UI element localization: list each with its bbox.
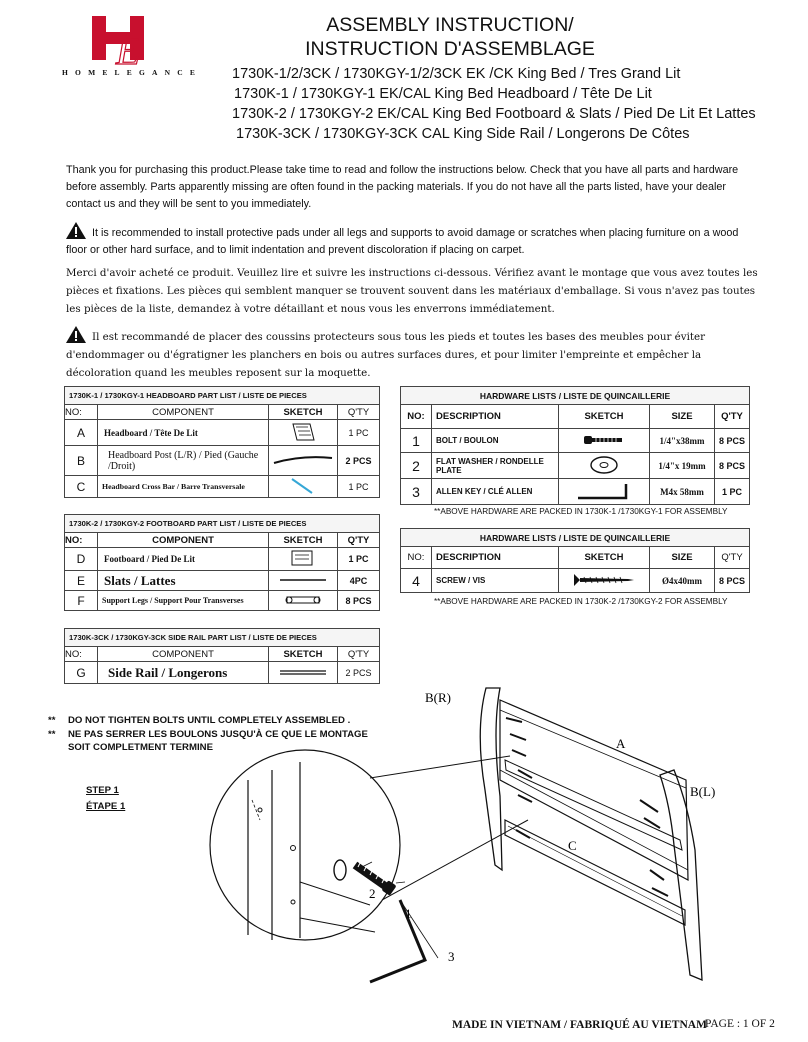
table-row: C Headboard Cross Bar / Barre Transversale 1 PC [65, 476, 380, 498]
step-fr: ÉTAPE 1 [86, 801, 126, 812]
post-left [660, 770, 702, 980]
table-row: 4 SCREW / VIS Ø4x40mm 8 PCS [401, 569, 750, 593]
headboard-post-sketch [272, 453, 334, 467]
step-en: STEP 1 [86, 785, 119, 796]
table-caption: HARDWARE LISTS / LISTE DE QUINCAILLERIE [401, 387, 750, 405]
table-row: A Headboard / Tête De Lit 1 PC [65, 420, 380, 446]
table-row: F Support Legs / Support Pour Transverses 8 PCS [65, 591, 380, 611]
title-line-2: INSTRUCTION D'ASSEMBLAGE [305, 38, 595, 60]
detail-circle [210, 750, 400, 940]
callout-line [370, 756, 510, 778]
hardware-1-note: **ABOVE HARDWARE ARE PACKED IN 1730K-1 /1730KGY-1 FOR ASSEMBLY [434, 507, 728, 516]
label-bolt: 1 [405, 906, 412, 921]
intro-french: Merci d'avoir acheté ce produit. Veuillez lire et suivre les instructions ci-dessous. Vérifiez avant le montage que vous avez toutes les pièces et fixations. Les pièces qui semblent manquer se trouvent souvent dans les matériaux d'emballage. Si vous n'avez pas toutes les pièces de la liste, demandez à votre détaillant et nous vous les enverrons immédiatement. [66, 267, 758, 315]
warning-line-3: SOIT COMPLETMENT TERMINE [68, 742, 213, 753]
warning-icon [66, 222, 86, 239]
table-caption: 1730K-1 / 1730KGY-1 HEADBOARD PART LIST / LISTE DE PIECES [65, 387, 380, 405]
label-post-right: B(R) [425, 690, 451, 705]
table-row: 3 ALLEN KEY / CLÉ ALLEN M4x 58mm 1 PC [401, 479, 750, 505]
footboard-part-list [64, 514, 380, 611]
washer-icon [589, 455, 619, 475]
title-line-1: ASSEMBLY INSTRUCTION/ [326, 14, 574, 36]
label-cross-bar: C [568, 838, 577, 853]
col-qty: Q'TY [338, 647, 380, 662]
col-qty: Q'TY [715, 547, 750, 569]
table-row: D Footboard / Pied De Lit 1 PC [65, 548, 380, 571]
model-line-1: 1730K-1/2/3CK / 1730KGY-1/2/3CK EK /CK King Bed / Tres Grand Lit [232, 66, 681, 82]
screw-icon [572, 573, 636, 587]
warning-english-text: It is recommended to install protective pads under all legs and supports to avoid damage or scratches when placing furniture on a wood floor or other hard surface, and to limit indentation and prevent discoloration if placing on carpet. [66, 227, 739, 256]
table-row: G Side Rail / Longerons 2 PCS [65, 662, 380, 684]
brand-script-letter: E [116, 28, 141, 68]
cross-bar [505, 820, 685, 925]
warning-line-2: NE PAS SERRER LES BOULONS JUSQU'À CE QUE LE MONTAGE [68, 729, 368, 740]
bolt-icon [582, 434, 626, 446]
col-size: SIZE [650, 547, 715, 569]
col-no: NO: [65, 405, 98, 420]
hardware-list-1 [400, 386, 750, 505]
warning-marker-2: ** [48, 729, 56, 740]
table-caption: 1730K-3CK / 1730KGY-3CK SIDE RAIL PART LIST / LISTE DE PIECES [65, 629, 380, 647]
model-line-2: 1730K-1 / 1730KGY-1 EK/CAL King Bed Headboard / Tête De Lit [234, 86, 652, 102]
label-allen-key: 3 [448, 949, 455, 964]
brand-logo [86, 12, 158, 68]
table-caption: 1730K-2 / 1730KGY-2 FOOTBOARD PART LIST / LISTE DE PIECES [65, 515, 380, 533]
col-component: COMPONENT [98, 647, 269, 662]
col-no: NO: [65, 533, 98, 548]
cross-bar-sketch [288, 477, 318, 495]
table-row: B Headboard Post (L/R) / Pied (Gauche /Droit) 2 PCS [65, 446, 380, 476]
model-line-3: 1730K-2 / 1730KGY-2 EK/CAL King Bed Footboard & Slats / Pied De Lit Et Lattes [232, 106, 756, 122]
footboard-sketch [288, 548, 318, 568]
hardware-2-note: **ABOVE HARDWARE ARE PACKED IN 1730K-2 /1730KGY-2 FOR ASSEMBLY [434, 597, 728, 606]
col-no: NO: [65, 647, 98, 662]
warning-icon [66, 326, 86, 343]
col-qty: Q'TY [338, 405, 380, 420]
warning-french-text: Il est recommandé de placer des coussins protecteurs sous tous les pieds et toutes les bases des meubles pour éviter d'endommager ou d'égratigner les planchers en bois ou autres surfaces dures, et pour limiter l'empreinte et empêcher la décoloration quand les meubles reposent sur la moquette. [66, 331, 706, 379]
table-caption: HARDWARE LISTS / LISTE DE QUINCAILLERIE [401, 529, 750, 547]
headboard-sketch [288, 421, 318, 443]
col-no: NO: [401, 547, 432, 569]
col-size: SIZE [650, 405, 715, 429]
col-sketch: SKETCH [269, 405, 338, 420]
col-no: NO: [401, 405, 432, 429]
label-washer: 2 [369, 886, 376, 901]
hardware-list-2 [400, 528, 750, 593]
allen-key-icon [574, 480, 634, 502]
post-right [480, 688, 502, 870]
callout-line [382, 820, 528, 900]
warning-marker-1: ** [48, 715, 56, 726]
col-qty: Q'TY [338, 533, 380, 548]
col-qty: Q'TY [715, 405, 750, 429]
label-headboard: A [616, 736, 626, 751]
col-description: DESCRIPTION [432, 405, 559, 429]
col-sketch: SKETCH [559, 547, 650, 569]
slat-sketch [278, 576, 328, 584]
headboard-panel [500, 700, 688, 880]
warning-french [66, 326, 766, 382]
col-component: COMPONENT [98, 405, 269, 420]
label-post-left: B(L) [690, 784, 716, 799]
col-description: DESCRIPTION [432, 547, 559, 569]
headboard-part-list [64, 386, 380, 498]
model-line-4: 1730K-3CK / 1730KGY-3CK CAL King Side Rail / Longerons De Côtes [236, 126, 690, 142]
brand-wordmark: HOMELEGANCE [62, 68, 203, 77]
col-sketch: SKETCH [269, 647, 338, 662]
warning-line-1: DO NOT TIGHTEN BOLTS UNTIL COMPLETELY ASSEMBLED . [68, 715, 351, 726]
intro-english: Thank you for purchasing this product.Please take time to read and follow the instructions below. Check that you have all parts and hardware before assembly. Parts apparently missing are often found in the packing materials. If you do not have all the parts listed, have your dealer contact us and they will be sent to you immediately. [66, 164, 739, 210]
support-leg-sketch [283, 594, 323, 606]
col-sketch: SKETCH [559, 405, 650, 429]
page-number: PAGE : 1 OF 2 [705, 1018, 775, 1030]
table-row: 2 FLAT WASHER / RONDELLE PLATE 1/4"x 19mm 8 PCS [401, 453, 750, 479]
warning-english [66, 222, 756, 259]
assembly-diagram [200, 670, 760, 1015]
table-row: 1 BOLT / BOULON 1/4"x38mm 8 PCS [401, 429, 750, 453]
col-component: COMPONENT [98, 533, 269, 548]
washer-part [334, 860, 346, 880]
made-in: MADE IN VIETNAM / FABRIQUÉ AU VIETNAM [452, 1019, 707, 1031]
col-sketch: SKETCH [269, 533, 338, 548]
table-row: E Slats / Lattes 4PC [65, 571, 380, 591]
allen-key-part [370, 900, 425, 982]
